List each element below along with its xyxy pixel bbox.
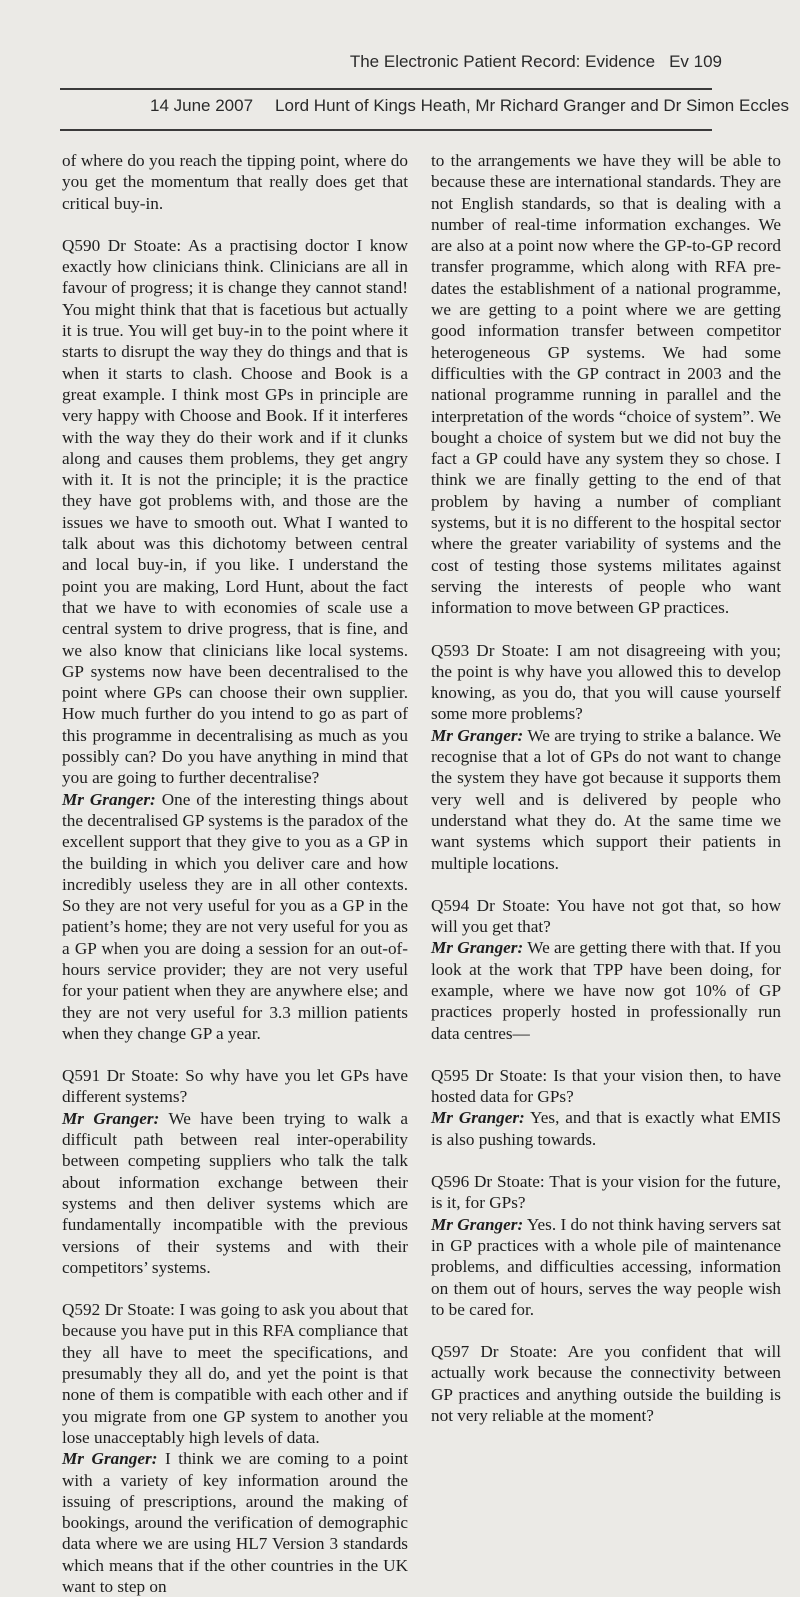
answer-596 — [431, 1214, 781, 1320]
paragraph: of where do you reach the tipping point, where do you get the momentum that really does get that critical buy-in. — [62, 151, 408, 213]
question-text: Is that your vision then, to have hosted data for GPs? — [431, 1065, 781, 1107]
answer-text: We have been trying to walk a difficult path between real inter-operability between competing suppliers who talk the talk about information exchange between their systems and then deliver systems which are fundamentally incompatible with the previous versions of their systems and with their competitors’ systems. — [62, 1108, 408, 1277]
question-label: Q594 Dr Stoate: — [431, 895, 551, 915]
answer-text: Yes. I do not think having servers sat in GP practices with a whole pile of maintenance problems, and difficulties accessing, information on them out of hours, serves the way people wish to be cared for. — [431, 1214, 782, 1319]
answer-592 — [62, 1448, 408, 1597]
question-594 — [431, 895, 781, 938]
question-text: Are you confident that will actually work because the connectivity between GP practices and anything outside the building is not very reliable at the moment? — [431, 1342, 781, 1426]
answer-text: Yes, and that is exactly what EMIS is also pushing towards. — [431, 1108, 781, 1149]
speaker-label: Mr Granger: — [431, 725, 524, 745]
question-591 — [62, 1065, 408, 1108]
paragraph: to the arrangements we have they will be able to because these are international standards. They are not English standards, so that is dealing with a number of real-time information exchanges. We are also at a point now where the GP-to-GP record transfer programme, which along with RFA pre-dates the establishment of a national programme, we are getting to a point where we are getting good information transfer between competitor heterogeneous GP systems. We had some difficulties with the GP contract in 2003 and the national programme running in parallel and the interpretation of the words “choice of system”. We bought a choice of system but we did not buy the fact a GP could have any system they so chose. I think we are finally getting to the end of that problem by having a number of compliant systems, but it is no different to the hospital sector where the greater variability of systems and the cost of testing those systems militates against serving the interests of people who want information to move between GP practices. — [431, 151, 781, 618]
answer-text: I think we are coming to a point with a variety of key information around the issuing of prescriptions, around the making of bookings, around the verification of demographic data where we are using HL7 Version 3 standards which means that if the other countries in the UK want to step on — [62, 1449, 408, 1596]
answer-593 — [431, 725, 781, 874]
speaker-label: Mr Granger: — [431, 1214, 524, 1234]
question-596 — [431, 1171, 781, 1214]
question-593 — [431, 640, 781, 725]
answer-594 — [431, 937, 781, 1043]
speaker-label: Mr Granger: — [431, 938, 524, 958]
question-590 — [62, 235, 408, 789]
speaker-label: Mr Granger: — [62, 1449, 158, 1469]
question-text: That is your vision for the future, is it, for GPs? — [431, 1172, 781, 1213]
question-label: Q593 Dr Stoate: — [431, 640, 550, 660]
question-text: I was going to ask you about that because you have put in this RFA compliance that they all have to meet the specifications, and presumably they all do, and yet the point is that none of them is compatible with each other and if you migrate from one GP system to another you lose unacceptably high levels of data. — [62, 1300, 408, 1447]
question-text: You have not got that, so how will you get that? — [431, 895, 781, 937]
question-label: Q596 Dr Stoate: — [431, 1172, 545, 1192]
publication-title: The Electronic Patient Record: Evidence — [349, 52, 656, 71]
question-text: As a practising doctor I know exactly how clinicians think. Clinicians are all in favour of progress; it is change they cannot stand! You might think that that is facetious but actually it is true. You will get buy-in to the point where it starts to disrupt the way they do things and that is when it starts to clash. Choose and Book is a great example. I think most GPs in principle are very happy with Choose and Book. If it interferes with the way they do their work and if it clunks along and causes them problems, they get angry with it. It is not the principle; it is the practice they have got problems with, and those are the issues we have to smooth out. What I wanted to talk about was this dichotomy between central and local buy-in, if you like. I understand the point you are making, Lord Hunt, about the fact that we have to with economies of scale use a central system to drive progress, that is fine, and we also know that clinicians like local systems. GP systems now have been decentralised to the point where GPs can choose their own supplier. How much further do you intend to go as part of this programme in decentralising as much as you possibly can? Do you have anything in mind that you are going to further decentralise? — [62, 235, 408, 788]
session-date: 14 June 2007 — [150, 96, 254, 115]
question-label: Q595 Dr Stoate: — [431, 1065, 548, 1085]
question-text: I am not disagreeing with you; the point is why have you allowed this to develop knowing, as you do, that you will cause yourself some more problems? — [431, 640, 781, 724]
header-rule-bottom — [60, 129, 712, 131]
speaker-label: Mr Granger: — [62, 789, 156, 809]
answer-590 — [62, 789, 408, 1045]
answer-text: We are getting there with that. If you look at the work that TPP have been doing, for example, where we have now got 10% of GP practices properly hosted in professionally run data centres— — [431, 938, 781, 1043]
question-text: So why have you let GPs have different systems? — [62, 1066, 408, 1107]
speaker-label: Mr Granger: — [431, 1108, 525, 1128]
header-rule-top — [60, 88, 712, 90]
answer-591 — [62, 1108, 408, 1278]
question-label: Q597 Dr Stoate: — [431, 1342, 558, 1362]
question-label: Q590 Dr Stoate: — [62, 235, 182, 255]
question-592 — [62, 1299, 408, 1448]
question-597 — [431, 1341, 781, 1426]
running-head — [350, 52, 722, 72]
question-label: Q591 Dr Stoate: — [62, 1066, 179, 1086]
witness-list: Lord Hunt of Kings Heath, Mr Richard Granger and Dr Simon Eccles — [275, 96, 790, 115]
answer-text: One of the interesting things about the decentralised GP systems is the paradox of the excellent support that they give to you as a GP in the building in which you deliver care and how incredibly useless they are in all other contexts. So they are not very useful for you as a GP in the patient’s home; they are not very useful for you as a GP when you are doing a session for an out-of-hours service provider; they are not very useful for your patient when they are anywhere else; and they are not very useful for 3.3 million patients when they change GP a year. — [62, 789, 408, 1043]
answer-text: We are trying to strike a balance. We recognise that a lot of GPs do not want to change the system they have got because it supports them very well and is delivered by people who understand what they do. At the same time we want systems which support their patients in multiple locations. — [431, 725, 782, 873]
question-595 — [431, 1065, 781, 1108]
left-column — [62, 150, 408, 1597]
page-number: Ev 109 — [669, 52, 722, 71]
session-line — [150, 96, 789, 116]
speaker-label: Mr Granger: — [62, 1108, 160, 1128]
answer-595 — [431, 1107, 781, 1150]
question-label: Q592 Dr Stoate: — [62, 1300, 175, 1320]
